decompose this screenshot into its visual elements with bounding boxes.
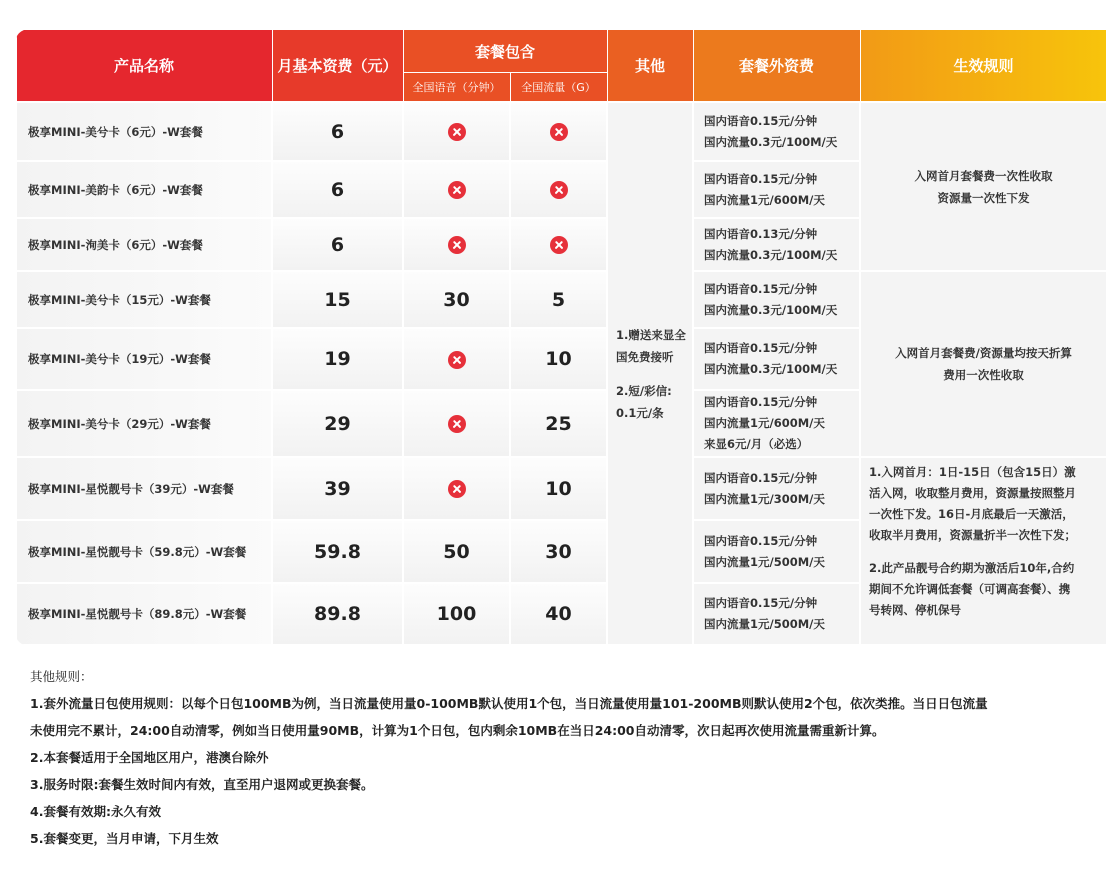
spacer: [869, 546, 1098, 558]
product-name: 极享MINI-美兮卡（6元）-W套餐: [16, 102, 272, 161]
monthly-fee: 6: [272, 161, 403, 218]
data-cell: 30: [510, 520, 607, 583]
overage-line: 国内语音0.15元/分钟: [704, 470, 818, 485]
rule-line: 收取半月费用，资源量折半一次性下发；: [869, 528, 1077, 542]
product-name: 极享MINI-洵美卡（6元）-W套餐: [16, 218, 272, 271]
overage-line: 国内语音0.15元/分钟: [704, 395, 818, 409]
voice-cell: [403, 390, 510, 457]
rule-line: 一次性下发。16日-月底最后一天激活，: [869, 507, 1074, 521]
overage-line: 国内流量1元/600M/天: [704, 416, 825, 430]
data-cell: 10: [510, 328, 607, 390]
overage-cell: [693, 218, 860, 271]
rule-line: 入网首月套餐费一次性收取: [914, 168, 1053, 183]
overage-cell: [693, 271, 860, 328]
overage-cell: [693, 102, 860, 161]
overage-line: 国内语音0.15元/分钟: [704, 113, 818, 128]
other-rule-item: 3.服务时限:套餐生效时间内有效，直至用户退网或更换套餐。: [30, 777, 374, 792]
header-effective-rules: 生效规则: [860, 30, 1106, 103]
header-product-name: 产品名称: [16, 30, 272, 103]
cross-icon: [550, 236, 568, 254]
voice-cell: 100: [403, 583, 510, 645]
table-row: [16, 457, 1106, 520]
overage-cell: [693, 457, 860, 520]
monthly-fee: 29: [272, 390, 403, 457]
overage-line: 国内语音0.15元/分钟: [704, 171, 818, 186]
overage-line: 国内语音0.15元/分钟: [704, 341, 818, 355]
product-name: 极享MINI-美兮卡（29元）-W套餐: [16, 390, 272, 457]
rule-line: 资源量一次性下发: [937, 190, 1030, 205]
other-cell: [607, 102, 693, 645]
data-cell: [510, 218, 607, 271]
rule-line: 2.此产品靓号合约期为激活后10年,合约: [869, 561, 1075, 575]
rule-line: 期间不允许调低套餐（可调高套餐）、携: [869, 582, 1071, 596]
overage-line: 国内流量0.3元/100M/天: [704, 302, 838, 317]
overage-cell: [693, 390, 860, 457]
data-cell: 5: [510, 271, 607, 328]
product-name: 极享MINI-美兮卡（19元）-W套餐: [16, 328, 272, 390]
other-line: 1.赠送来显全: [616, 327, 686, 342]
other-rule-item: 5.套餐变更，当月申请，下月生效: [30, 831, 219, 846]
overage-line: 国内语音0.13元/分钟: [704, 226, 818, 241]
monthly-fee: 6: [272, 218, 403, 271]
overage-line: 国内流量1元/600M/天: [704, 192, 825, 207]
overage-line: 国内语音0.15元/分钟: [704, 281, 818, 296]
cross-icon: [550, 181, 568, 199]
voice-cell: [403, 328, 510, 390]
product-name: 极享MINI-星悦靓号卡（59.8元）-W套餐: [16, 520, 272, 583]
voice-cell: 50: [403, 520, 510, 583]
header-monthly-fee: 月基本资费（元）: [272, 30, 403, 103]
data-cell: [510, 161, 607, 218]
other-rules-title: 其他规则：: [30, 669, 93, 684]
rule-line: 号转网、停机保号: [869, 603, 962, 617]
voice-cell: [403, 102, 510, 161]
package-table: [15, 29, 1106, 646]
package-table-container: [15, 29, 1106, 646]
monthly-fee: 59.8: [272, 520, 403, 583]
overage-line: 国内流量0.3元/100M/天: [704, 362, 838, 376]
rule-group-1: [860, 102, 1106, 271]
voice-cell: [403, 161, 510, 218]
voice-cell: 30: [403, 271, 510, 328]
header-voice: 全国语音（分钟）: [403, 73, 510, 103]
monthly-fee: 6: [272, 102, 403, 161]
product-name: 极享MINI-美韵卡（6元）-W套餐: [16, 161, 272, 218]
overage-cell: [693, 583, 860, 645]
monthly-fee: 39: [272, 457, 403, 520]
header-package-includes: 套餐包含: [403, 30, 607, 73]
table-row: [16, 102, 1106, 161]
data-cell: 25: [510, 390, 607, 457]
overage-line: 国内流量1元/500M/天: [704, 554, 825, 569]
product-name: 极享MINI-星悦靓号卡（89.8元）-W套餐: [16, 583, 272, 645]
monthly-fee: 89.8: [272, 583, 403, 645]
data-cell: 40: [510, 583, 607, 645]
cross-icon: [448, 351, 466, 369]
table-row: [16, 271, 1106, 328]
header-data: 全国流量（G）: [510, 73, 607, 103]
other-rule-item: 4.套餐有效期:永久有效: [30, 804, 161, 819]
monthly-fee: 15: [272, 271, 403, 328]
monthly-fee: 19: [272, 328, 403, 390]
other-rule-item: 1.套外流量日包使用规则：以每个日包100MB为例，当日流量使用量0-100MB默认使用1个包，当日流量使用量101-200MB则默认使用2个包，依次类推。当日日包流量: [30, 696, 988, 711]
overage-line: 国内语音0.15元/分钟: [704, 533, 818, 548]
overage-line: 来显6元/月（必选）: [704, 437, 809, 451]
overage-cell: [693, 520, 860, 583]
overage-line: 国内流量1元/500M/天: [704, 617, 825, 631]
data-cell: 10: [510, 457, 607, 520]
overage-cell: [693, 328, 860, 390]
other-line: 0.1元/条: [616, 405, 664, 420]
cross-icon: [448, 236, 466, 254]
overage-line: 国内流量0.3元/100M/天: [704, 134, 838, 149]
rule-line: 费用一次性收取: [943, 368, 1024, 382]
other-line: 国免费接听: [616, 349, 674, 364]
overage-cell: [693, 161, 860, 218]
header-overage: 套餐外资费: [693, 30, 860, 103]
other-rule-item: 2.本套餐适用于全国地区用户，港澳台除外: [30, 750, 269, 765]
data-cell: [510, 102, 607, 161]
overage-line: 国内语音0.15元/分钟: [704, 596, 818, 610]
other-line: 2.短/彩信:: [616, 383, 672, 398]
overage-line: 国内流量1元/300M/天: [704, 491, 825, 506]
cross-icon: [550, 123, 568, 141]
other-rule-item: 未使用完不累计，24:00自动清零，例如当日使用量90MB，计算为1个日包，包内剩余10MB在当日24:00自动清零，次日起再次使用流量需重新计算。: [30, 723, 885, 738]
cross-icon: [448, 480, 466, 498]
rule-line: 1.入网首月：1日-15日（包含15日）激: [869, 465, 1076, 479]
rule-group-3: [860, 457, 1106, 645]
header-other: 其他: [607, 30, 693, 103]
product-name: 极享MINI-星悦靓号卡（39元）-W套餐: [16, 457, 272, 520]
rule-group-2: [860, 271, 1106, 457]
rule-line: 入网首月套餐费/资源量均按天折算: [895, 346, 1072, 360]
spacer: [616, 368, 688, 380]
product-name: 极享MINI-美兮卡（15元）-W套餐: [16, 271, 272, 328]
rule-line: 活入网，收取整月费用，资源量按照整月: [869, 486, 1077, 500]
other-rules-section: [30, 663, 1100, 852]
overage-line: 国内流量0.3元/100M/天: [704, 247, 838, 262]
voice-cell: [403, 457, 510, 520]
cross-icon: [448, 415, 466, 433]
cross-icon: [448, 123, 466, 141]
cross-icon: [448, 181, 466, 199]
voice-cell: [403, 218, 510, 271]
